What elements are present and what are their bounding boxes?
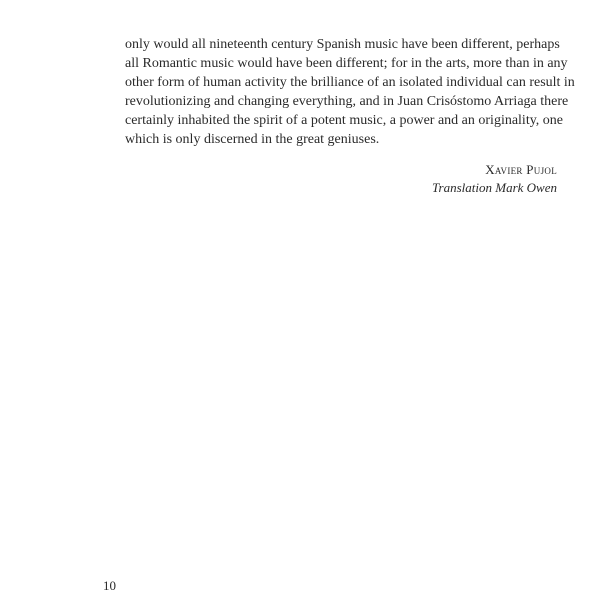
paragraph-line: revolutionizing and changing everything, and in Juan Crisóstomo Arriaga there [125,94,569,109]
paragraph-line: other form of human activity the brilliance of an isolated individual can result in [125,75,575,90]
signature-block [432,161,557,197]
author-name: Xavier Pujol [485,162,557,177]
paragraph-line: all Romantic music would have been different; for in the arts, more than in any [125,56,568,71]
page-number: 10 [103,578,116,593]
body-paragraph [125,35,575,149]
paragraph-line: only would all nineteenth century Spanish music have been different, perhaps [125,37,560,52]
translator-credit: Translation Mark Owen [432,180,557,195]
paragraph-line: which is only discerned in the great geniuses. [125,132,380,147]
paragraph-line: certainly inhabited the spirit of a potent music, a power and an originality, one [125,113,564,128]
